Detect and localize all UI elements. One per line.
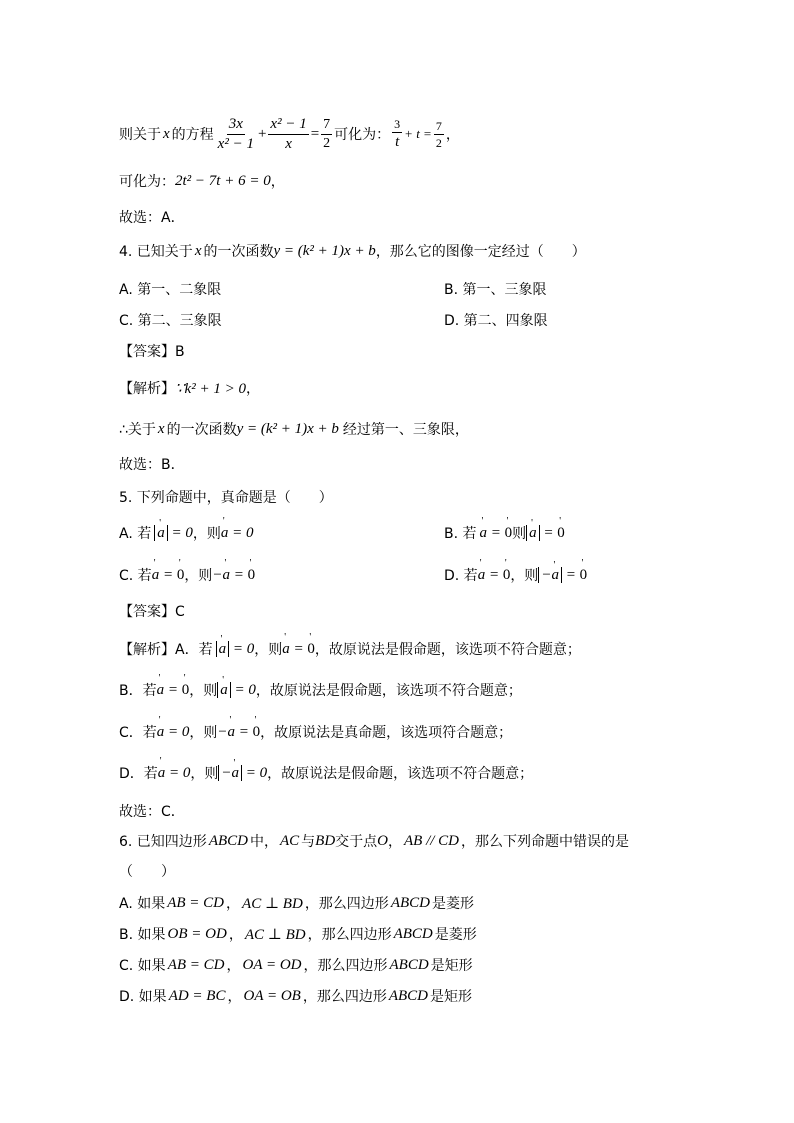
fraction-x2-1: $\frac{\text{x² − 1}}{x}$ xyxy=(270,115,307,152)
q4-answer: 【答案】B xyxy=(119,344,185,360)
q5-option-b: B. 若 ' a = ' 0 则 ' a = ' 0 xyxy=(444,522,565,544)
q6-option-a: A. 如果 AB = CD ， AC ⊥ BD ，那么四边形 ABCD 是菱形 xyxy=(119,894,474,912)
q4-option-d: D. 第二、四象限 xyxy=(444,313,548,329)
q5-analysis-d: D．若 ' a = 0 ，则 −' a = 0 ，故原说法是假命题，该选项不符合题意； xyxy=(119,762,684,784)
fraction-3x: $\frac{3x}{\text{x² − 1}}$ xyxy=(217,115,254,152)
q5-analysis-a: 【解析】A．若 ' a = 0 ，则 ' a = ' 0 ，故原说法是假命题，该选项不符合题意； xyxy=(119,638,684,660)
fraction-3-t: $\frac{3}{t}$ xyxy=(394,117,401,150)
q4-option-b: B. 第一、三象限 xyxy=(444,282,547,298)
question-5-stem: 5. 下列命题中，真命题是（ ） xyxy=(119,490,333,506)
q6-option-b: B. 如果 OB = OD ， AC ⊥ BD ，那么四边形 ABCD 是菱形 xyxy=(119,925,477,943)
q6-option-c: C. 如果 AB = CD ， OA = OD ，那么四边形 ABCD 是矩形 xyxy=(119,956,473,974)
q5-option-d: D. 若 ' a = ' 0 ，则 −' a = ' 0 xyxy=(444,564,587,586)
question-4-stem: 4. 已知关于 x 的一次函数 y = (k² + 1)x + b ，那么它的图像一定经过（ ） xyxy=(119,242,586,260)
q4-analysis: 【解析】 ∵k² + 1 > 0 ， xyxy=(119,380,260,397)
fraction-7-2: $\frac{7}{2}$ xyxy=(323,116,331,151)
q6-option-d: D. 如果 AD = BC ， OA = OB ，那么四边形 ABCD 是矩形 xyxy=(119,987,472,1005)
fraction-7-2-small: $\frac{7}{2}$ xyxy=(435,118,442,150)
q5-analysis-c: C．若 ' a = 0 ，则 −' a = ' 0 ，故原说法是真命题，该选项符合题意； xyxy=(119,721,684,743)
q4-therefore: ∴关于 x 的一次函数 y = (k² + 1)x + b 经过第一、三象限， xyxy=(119,420,469,438)
solution-equation-line: 则关于 x 的方程 $\frac{3x}{\text{x² − 1}}$ + $\frac{\text{x² − 1}}{x}$ = $\frac{7}{2}$ 可化为： $\frac{3}{t}$ + t = $\frac{7}{2}$ ， xyxy=(119,115,460,152)
q4-option-c: C. 第二、三象限 xyxy=(119,313,222,329)
choose-a-line: 故选：A． xyxy=(119,210,185,226)
q5-choose: 故选：C． xyxy=(119,804,185,820)
question-6-paren: （ ） xyxy=(119,864,175,880)
question-6-stem: 6. 已知四边形 ABCD 中， AC 与 BD 交于点 O ， AB // CD ，那么下列命题中错误的是 xyxy=(119,832,629,850)
q5-option-a: A. 若 ' a = 0 ，则 ' a = 0 xyxy=(119,522,253,544)
q5-option-c: C. 若 ' a = ' 0 ，则 −' a = ' 0 xyxy=(119,564,255,586)
q4-choose: 故选：B． xyxy=(119,457,185,473)
q5-answer: 【答案】C xyxy=(119,604,185,620)
quadratic-line: 可化为： 2t² − 7t + 6 = 0 ， xyxy=(119,172,285,190)
q5-analysis-b: B．若 ' a = ' 0 ，则 ' a = 0 ，故原说法是假命题，该选项不符合题意； xyxy=(119,679,684,701)
q4-option-a: A. 第一、二象限 xyxy=(119,282,222,298)
